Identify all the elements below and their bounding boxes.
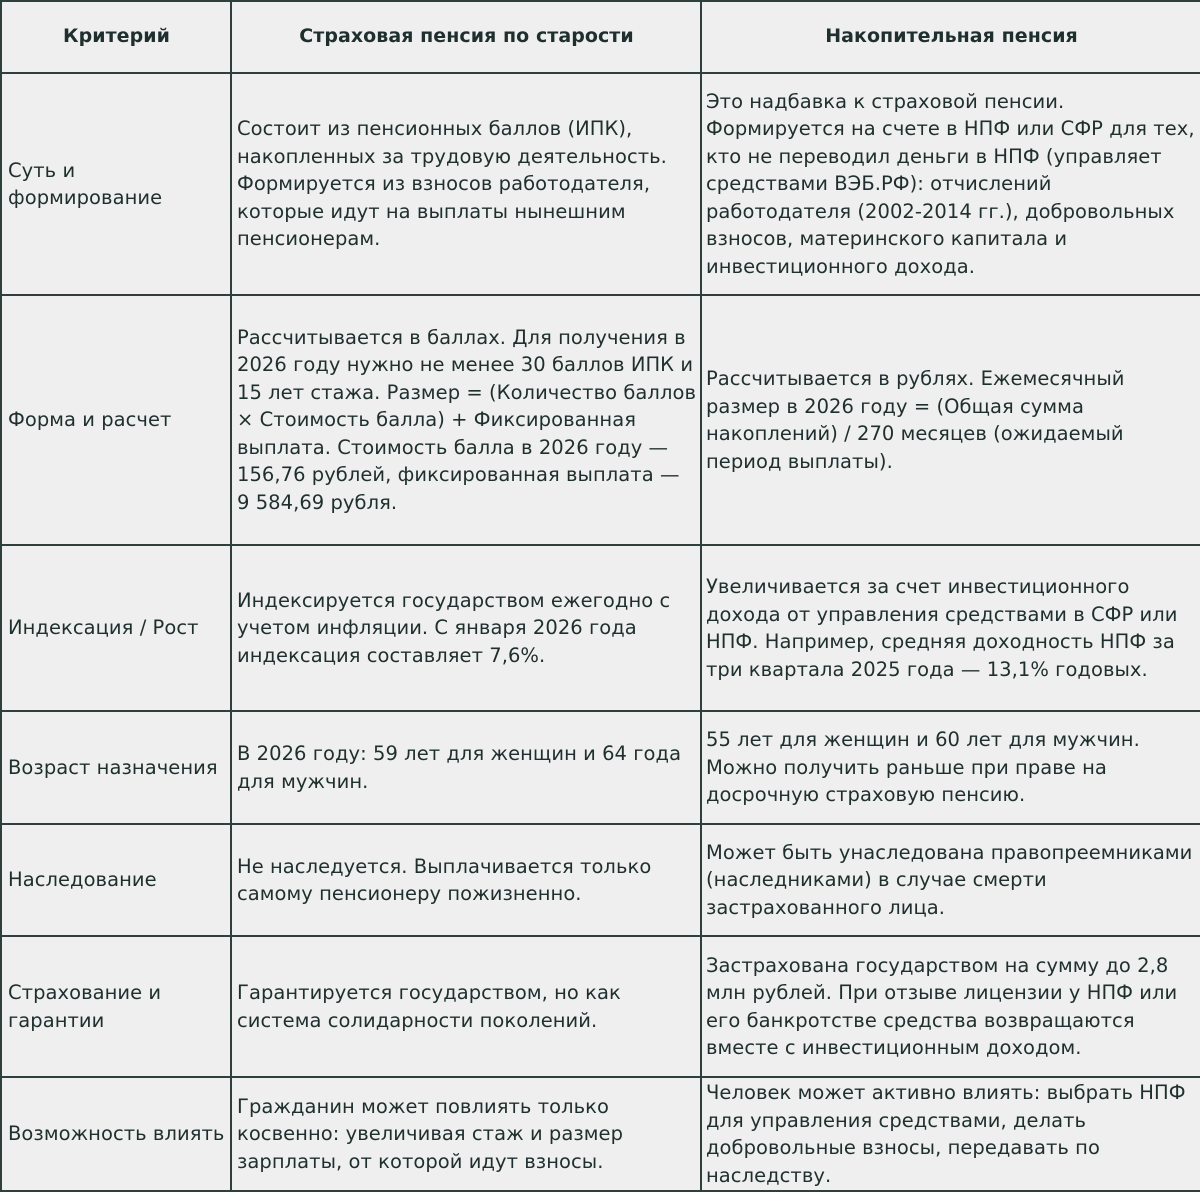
funded-cell: Может быть унаследована правопреемниками (наследниками) в случае смерти застрахованного лица. [701,824,1200,936]
insurance-cell: Гражданин может повлиять только косвенно: увеличивая стаж и размер зарплаты, от которой идут взносы. [231,1077,701,1191]
funded-cell: Человек может активно влиять: выбрать НПФ для управления средствами, делать добровольные взносы, передавать по наследству. [701,1077,1200,1191]
criterion-cell: Индексация / Рост [1,545,231,711]
criterion-cell: Суть и формирование [1,73,231,295]
table-row [1,545,1200,711]
funded-cell: Это надбавка к страховой пенсии. Формируется на счете в НПФ или СФР для тех, кто не переводил деньги в НПФ (управляет средствами ВЭБ.РФ): отчислений работодателя (2002-2014 гг.), добровольных взносов, материнского капитала и инвестиционного дохода. [701,73,1200,295]
funded-cell: 55 лет для женщин и 60 лет для мужчин. Можно получить раньше при праве на досрочную страховую пенсию. [701,711,1200,824]
criterion-cell: Страхование и гарантии [1,936,231,1077]
table-row [1,936,1200,1077]
header-funded-pension: Накопительная пенсия [701,1,1200,73]
header-criterion: Критерий [1,1,231,73]
funded-cell: Увеличивается за счет инвестиционного дохода от управления средствами в СФР или НПФ. Например, средняя доходность НПФ за три квартала 2025 года — 13,1% годовых. [701,545,1200,711]
insurance-cell: Не наследуется. Выплачивается только самому пенсионеру пожизненно. [231,824,701,936]
criterion-cell: Возможность влиять [1,1077,231,1191]
funded-cell: Рассчитывается в рублях. Ежемесячный размер в 2026 году = (Общая сумма накоплений) / 270 месяцев (ожидаемый период выплаты). [701,295,1200,545]
header-row [1,1,1200,73]
insurance-cell: Индексируется государством ежегодно с учетом инфляции. С января 2026 года индексация составляет 7,6%. [231,545,701,711]
criterion-cell: Наследование [1,824,231,936]
criterion-cell: Возраст назначения [1,711,231,824]
criterion-cell: Форма и расчет [1,295,231,545]
table-row [1,73,1200,295]
insurance-cell: Гарантируется государством, но как система солидарности поколений. [231,936,701,1077]
insurance-cell: Рассчитывается в баллах. Для получения в 2026 году нужно не менее 30 баллов ИПК и 15 лет стажа. Размер = (Количество баллов × Стоимость балла) + Фиксированная выплата. Стоимость балла в 2026 году — 156,76 рублей, фиксированная выплата — 9 584,69 рубля. [231,295,701,545]
header-insurance-pension: Страховая пенсия по старости [231,1,701,73]
insurance-cell: Состоит из пенсионных баллов (ИПК), накопленных за трудовую деятельность. Формируется из взносов работодателя, которые идут на выплаты нынешним пенсионерам. [231,73,701,295]
table-row [1,1077,1200,1191]
funded-cell: Застрахована государством на сумму до 2,8 млн рублей. При отзыве лицензии у НПФ или его банкротстве средства возвращаются вместе с инвестиционным доходом. [701,936,1200,1077]
table-row [1,711,1200,824]
table-row [1,824,1200,936]
table-row [1,295,1200,545]
insurance-cell: В 2026 году: 59 лет для женщин и 64 года для мужчин. [231,711,701,824]
